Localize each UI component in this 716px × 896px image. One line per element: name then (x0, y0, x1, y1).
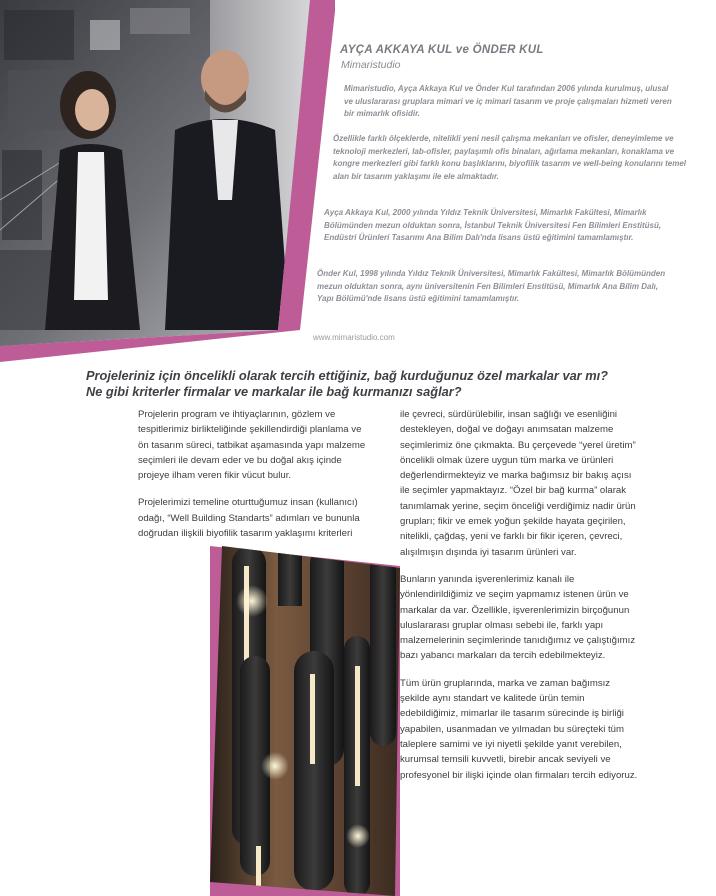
body-paragraph: Bunların yanında işverenlerimiz kanalı ile yönlendirildiğimiz ve seçim yapmamız istenen ürün ve markalar da var. Özellikle, işverenlerimizin birçoğunun uluslararası gruplar olması sebebi ile, farklı yapı malzemelerinin seçimlerinde tanıdığımız ve çalıştığımız bazı yabancı markaları da tercih edebilmekteyiz. (400, 573, 636, 662)
author-names: AYÇA AKKAYA KUL ve ÖNDER KUL (340, 44, 544, 56)
bio-paragraph: Mimaristudio, Ayça Akkaya Kul ve Önder Kul tarafından 2006 yılında kurulmuş, ulusal ve uluslararası gruplara mimari ve iç mimari tasarım ve proje çalışmaları hizmeti veren bir mimarlık ofisidir. (344, 84, 672, 119)
product-photo (210, 546, 400, 896)
website-link[interactable]: www.mimaristudio.com (313, 333, 395, 342)
studio-name: Mimaristudio (341, 59, 401, 71)
bio-paragraph: Özellikle farklı ölçeklerde, nitelikli yeni nesil çalışma mekanları ve ofisler, deneyimleme ve teknoloji merkezleri, lab-ofisler, paylaşımlı ofis binaları, ağırlama mekanları, konaklama ve kongre merkezleri gibi farklı konu başlıklarını, biyofilik tasarım ve well-being konularını temel alan bir tasarım yaklaşımı ile ele almaktadır. (333, 134, 686, 181)
portrait-photo-frame (0, 0, 335, 365)
body-column-left (138, 407, 374, 553)
bio-paragraph: Ayça Akkaya Kul, 2000 yılında Yıldız Teknik Üniversitesi, Mimarlık Fakültesi, Mimarlık Bölümünden mezun olduktan sonra, İstanbul Teknik Üniversitesi Fen Bilimleri Enstitüsü, Endüstri Ürünleri Tasarımı Ana Bilim Dalı'nda lisans üstü eğitimini tamamlamıştır. (324, 208, 662, 243)
body-paragraph: Tüm ürün gruplarında, marka ve zaman bağımsız şekilde aynı standart ve kalitede ürün temin edebildiğimiz, mimarlar ile tasarım sürecinde iş birliği yapabilen, usanmadan ve yılmadan bu süreçteki tüm taleplere samimi ve iyi niyetli şekilde yanıt verebilen, kurumsal temsili kuvvetli, birebir ancak seviyeli ve profesyonel bir ilişki içinde olan firmaları tercih ediyoruz. (400, 677, 638, 781)
body-paragraph: Projelerimizi temeline oturttuğumuz insan (kullanıcı) odağı, “Well Building Standarts” adımları ve bununla doğrudan ilişkili biyofilik tasarım yaklaşımı kriterleri (138, 497, 360, 540)
interview-question: Projeleriniz için öncelikli olarak tercih ettiğiniz, bağ kurduğunuz özel markalar var mı? Ne gibi kriterler firmalar ve markalar ile bağ kurmanızı sağlar? (86, 368, 608, 399)
body-column-right (400, 407, 640, 795)
body-paragraph: ile çevreci, sürdürülebilir, insan sağlığı ve esenliğini destekleyen, doğal ve doğayı anımsatan malzeme seçimlerimiz öne çıkmakta. Bu çerçevede “yerel üretim” öncelikli olmak üzere uygun tüm marka ve ürünleri değerlendirmekteyiz ve marka bağımsız bir bakış açısı ile seçimler yapmaktayız. “Özel bir bağ kurma” olarak tanımlamak yerine, seçim önceliği verdiğimiz nadir ürün grupları; fikir ve emek yoğun şekilde hayata geçirilen, nitelikli, çağdaş, yeni ve farklı bir fikir içeren, çevreci, alışılmışın dışında iyi tasarım ürünleri var. (400, 409, 636, 558)
bio-paragraph: Önder Kul, 1998 yılında Yıldız Teknik Üniversitesi, Mimarlık Fakültesi, Mimarlık Bölümünden mezun olduktan sonra, aynı üniversitenin Fen Bilimleri Enstitüsü, Mimarlık Ana Bilim Dalı, Yapı Bölümü'nde lisans üstü eğitimini tamamlamıştır. (317, 269, 666, 304)
body-paragraph: Projelerin program ve ihtiyaçlarının, gözlem ve tespitlerimiz birlikteliğinde şekillendirdiği planlama ve ön tasarım süreci, tatbikat aşamasında yapı malzeme seçimleri ile devam eder ve bu doğal akış içinde projeye ilham veren fikir vücut bulur. (138, 409, 366, 482)
portrait-photo (0, 0, 335, 365)
product-photo-frame (210, 546, 400, 896)
